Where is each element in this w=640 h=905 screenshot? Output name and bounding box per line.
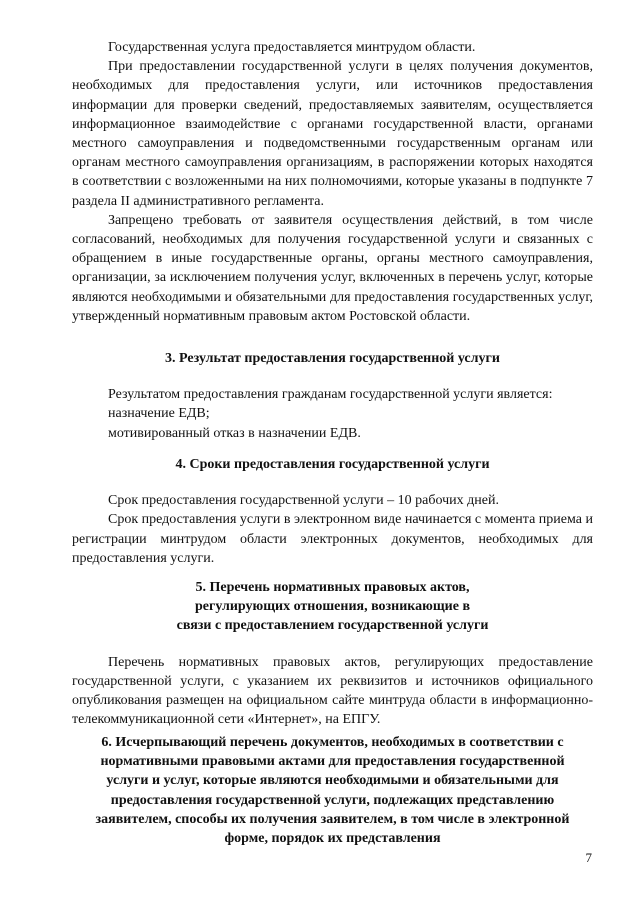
section-6-heading-line-5: заявителем, способы их получения заявителем, в том числе в электронной [95,811,570,827]
intro-block [72,38,593,326]
section-4-electronic-term: Срок предоставления услуги в электронном виде начинается с момента приема и регистрации минтрудом области электронных документов, необходимых для предоставления услуги. [72,512,593,566]
section-6-heading-line-2: нормативными правовыми актами для предоставления государственной [100,754,565,770]
section-4 [72,455,593,568]
section-5-heading-line-2: регулирующих отношения, возникающие в [194,599,471,615]
paragraph-service-provider: Государственная услуга предоставляется минтрудом области. [108,40,476,55]
section-4-heading: 4. Сроки предоставления государственной услуги [175,457,490,472]
paragraph-interaction: При предоставлении государственной услуги в целях получения документов, необходимых для предоставления услуги, или источников предоставления информации для проверки сведений, предоставляемых заявителям, осуществляется информационное взаимодействие с органами государственной власти, органами местного самоуправления и подведомственными государственным органам или органам местного самоуправления организациям, в распоряжении которых находятся в соответствии с возложенными на них полномочиями, которые указаны в подпункте 7 раздела II административного регламента. [72,59,593,209]
section-6-heading-line-3: услуги и услуг, которые являются необходимыми и обязательными для [106,773,559,789]
section-5-paragraph: Перечень нормативных правовых актов, регулирующих предоставление государственной услуги, с указанием их реквизитов и источников официального опубликования размещен на официальном сайте минтруда области в информационно-телекоммуникационной сети «Интернет», на ЕПГУ. [72,654,593,728]
section-3-item-1: назначение ЕДВ; [108,406,210,422]
section-3-heading: 3. Результат предоставления государственной услуги [165,351,500,366]
section-4-term: Срок предоставления государственной услуги – 10 рабочих дней. [108,493,499,509]
paragraph-prohibition: Запрещено требовать от заявителя осуществления действий, в том числе согласований, необходимых для получения государственной услуги и связанных с обращением в иные государственные органы, органы местного самоуправления, организации, за исключением получения услуг, включенных в перечень услуг, которые являются необходимыми и обязательными для предоставления государственных услуг, утвержденный нормативным правовым актом Ростовской области. [72,212,593,324]
section-6 [72,733,593,848]
section-6-heading-line-1: 6. Исчерпывающий перечень документов, необходимых в соответствии с [101,735,564,750]
section-3 [72,349,593,443]
page-number: 7 [585,850,592,865]
section-3-item-2: мотивированный отказ в назначении ЕДВ. [108,425,361,441]
section-5 [72,578,593,729]
section-6-heading-line-4: предоставления государственной услуги, подлежащих представлению [110,792,555,808]
section-5-heading-line-3: связи с предоставлением государственной услуги [176,618,489,634]
section-3-intro: Результатом предоставления гражданам государственной услуги является: [108,387,553,403]
section-6-heading-line-6: форме, порядок их представления [224,831,441,847]
section-5-heading-line-1: 5. Перечень нормативных правовых актов, [195,580,470,595]
